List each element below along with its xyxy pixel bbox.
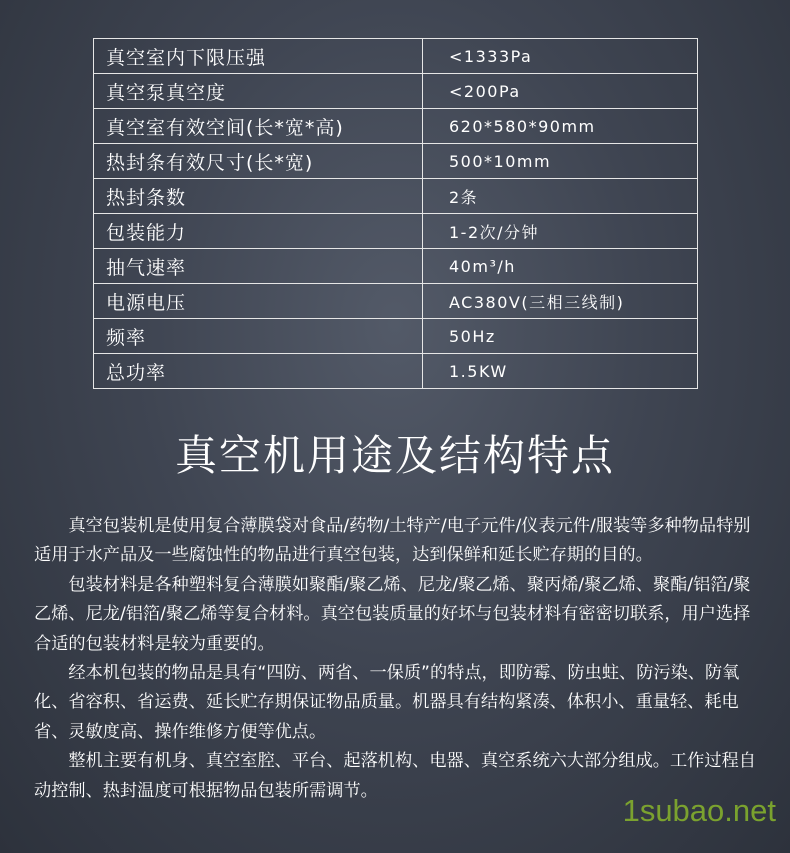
- spec-value: <1333Pa: [423, 39, 698, 74]
- spec-label: 真空泵真空度: [94, 74, 423, 109]
- watermark-text: 1subao.net: [622, 793, 776, 828]
- spec-label: 热封条数: [94, 179, 423, 214]
- paragraph-purpose: 真空包装机是使用复合薄膜袋对食品/药物/土特产/电子元件/仪表元件/服装等多种物品特别适用于水产品及一些腐蚀性的物品进行真空包装，达到保鲜和延长贮存期的目的。: [34, 516, 751, 566]
- spec-label: 包装能力: [94, 214, 423, 249]
- table-row: [94, 144, 698, 179]
- table-row: [94, 284, 698, 319]
- section-title: 真空机用途及结构特点: [174, 431, 615, 480]
- spec-value: 40m³/h: [423, 249, 698, 284]
- spec-value: 620*580*90mm: [423, 109, 698, 144]
- spec-value: 500*10mm: [423, 144, 698, 179]
- spec-value: AC380V(三相三线制): [423, 284, 698, 319]
- table-row: [94, 354, 698, 389]
- table-row: [94, 179, 698, 214]
- spec-label: 真空室内下限压强: [94, 39, 423, 74]
- spec-table: [93, 38, 698, 389]
- spec-value: <200Pa: [423, 74, 698, 109]
- spec-label: 电源电压: [94, 284, 423, 319]
- spec-value: 1.5KW: [423, 354, 698, 389]
- spec-label: 总功率: [94, 354, 423, 389]
- spec-label: 真空室有效空间(长*宽*高): [94, 109, 423, 144]
- paragraph-features: 经本机包装的物品是具有“四防、两省、一保质”的特点，即防霉、防虫蛀、防污染、防氧化、省容积、省运费、延长贮存期保证物品质量。机器具有结构紧凑、体积小、重量轻、耗电省、灵敏度高、操作维修方便等优点。: [34, 663, 740, 742]
- table-row: [94, 39, 698, 74]
- spec-value: 2条: [423, 179, 698, 214]
- spec-value: 50Hz: [423, 319, 698, 354]
- spec-label: 热封条有效尺寸(长*宽): [94, 144, 423, 179]
- section-body: [34, 512, 764, 806]
- table-row: [94, 74, 698, 109]
- spec-label: 频率: [94, 319, 423, 354]
- table-row: [94, 214, 698, 249]
- paragraph-materials: 包装材料是各种塑料复合薄膜如聚酯/聚乙烯、尼龙/聚乙烯、聚丙烯/聚乙烯、聚酯/铝箔/聚乙烯、尼龙/铝箔/聚乙烯等复合材料。真空包装质量的好坏与包装材料有密密切联系，用户选择合适的包装材料是较为重要的。: [34, 574, 751, 654]
- spec-table-body: [94, 39, 698, 389]
- table-row: [94, 319, 698, 354]
- spec-value: 1-2次/分钟: [423, 214, 698, 249]
- table-row: [94, 109, 698, 144]
- paragraph-structure: 整机主要有机身、真空室腔、平台、起落机构、电器、真空系统六大部分组成。工作过程自动控制、热封温度可根据物品包装所需调节。: [34, 751, 756, 801]
- table-row: [94, 249, 698, 284]
- spec-label: 抽气速率: [94, 249, 423, 284]
